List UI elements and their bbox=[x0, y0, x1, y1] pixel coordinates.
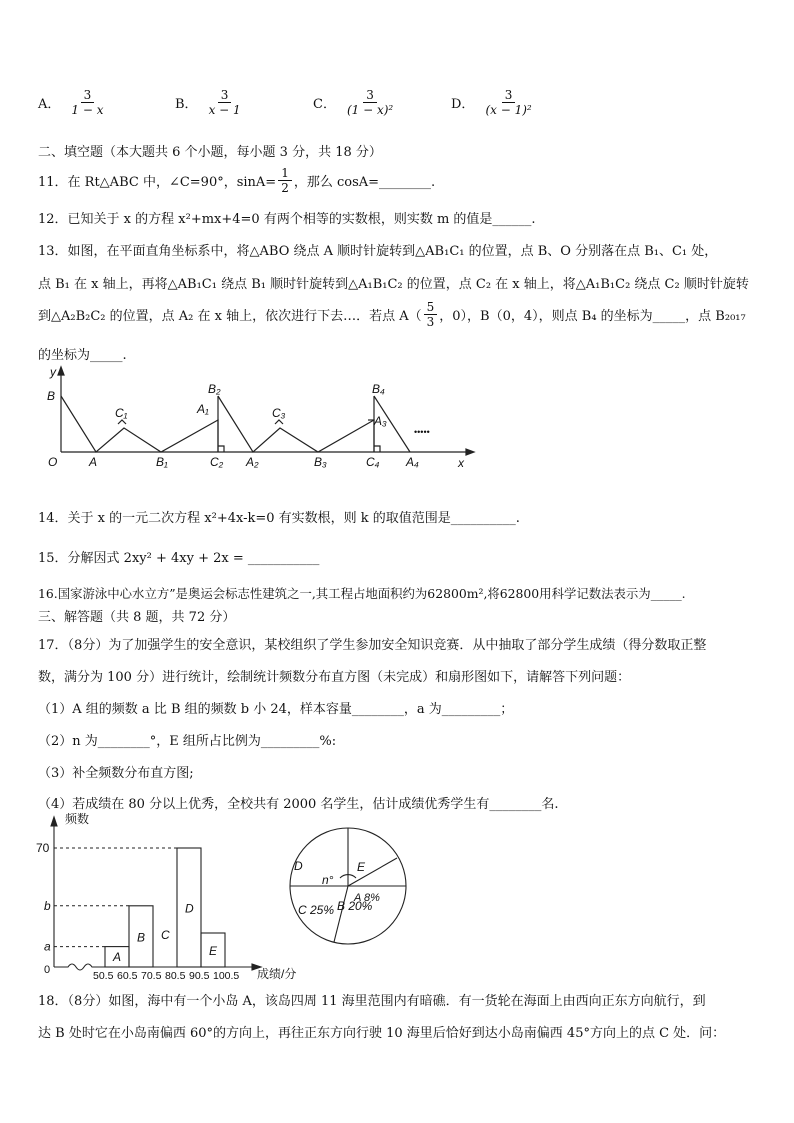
histogram-chart bbox=[30, 812, 320, 984]
histogram-x-tick-label: 90.5 bbox=[189, 970, 210, 982]
q13-line4: 的坐标为_____. bbox=[38, 348, 127, 363]
label-b3: B₃ bbox=[314, 455, 327, 469]
numerator: 3 bbox=[218, 88, 232, 103]
histogram-bar-label: C bbox=[161, 928, 170, 942]
path-segment-2 bbox=[218, 396, 374, 452]
q10-option-b bbox=[175, 88, 246, 117]
denominator: x − 1 bbox=[208, 103, 241, 117]
q13-line1: 13．如图，在平面直角坐标系中，将△ABO 绕点 A 顺时针旋转到△AB₁C₁ 的位置，点 B、O 分别落在点 B₁、C₁ 处， bbox=[38, 244, 718, 259]
histogram-bar-label: A bbox=[113, 950, 122, 964]
y-axis-arrow-icon bbox=[58, 367, 64, 375]
pie-chart bbox=[282, 820, 414, 952]
q12: 12．已知关于 x 的方程 x²+mx+4=0 有两个相等的实数根，则实数 m 的值是______. bbox=[38, 212, 536, 227]
q17-sub1: （1）A 组的频数 a 比 B 组的频数 b 小 24，样本容量________，a 为_________； bbox=[38, 702, 514, 717]
q13-line3 bbox=[38, 300, 746, 329]
option-fraction bbox=[482, 88, 534, 117]
q18-line1: 18．（8分）如图，海中有一个小岛 A，该岛四周 11 海里范围内有暗礁．有一货轮在海面上由西向正东方向航行，到 bbox=[38, 994, 706, 1009]
pie-label-a: A 8% bbox=[354, 892, 380, 904]
q17-line1: 17．（8分）为了加强学生的安全意识，某校组织了学生参加安全知识竞赛．从中抽取了部分学生成绩（得分数取正整 bbox=[38, 638, 707, 653]
x-axis-arrow-icon bbox=[466, 449, 474, 455]
right-angle-mark bbox=[374, 446, 380, 452]
histogram-y-label: 频数 bbox=[65, 812, 90, 826]
q13-figure bbox=[38, 365, 478, 475]
q17-line2: 数，满分为 100 分）进行统计，绘制统计频数分布直方图（未完成）和扇形图如下，请解答下列问题： bbox=[38, 670, 631, 685]
histogram-x-tick-label: 100.5 bbox=[213, 970, 240, 982]
label-x: x bbox=[458, 456, 464, 470]
histogram-bar-label: D bbox=[185, 901, 194, 916]
q17-sub2: （2）n 为________°，E 组所占比例为_________%: bbox=[38, 734, 337, 749]
label-a3: A₃ bbox=[374, 414, 387, 428]
histogram-y-tick-label: b bbox=[44, 898, 51, 913]
histogram-x-tick-label: 80.5 bbox=[165, 970, 186, 982]
q10-option-a bbox=[38, 88, 108, 117]
q10-option-d bbox=[451, 88, 537, 117]
histogram-x-tick-label: 60.5 bbox=[117, 970, 138, 982]
histogram-origin-label: 0 bbox=[44, 964, 51, 976]
label-c1: C₁ bbox=[115, 406, 128, 420]
q11-pre: 11．在 Rt△ABC 中，∠C=90°，sinA= bbox=[38, 175, 277, 190]
q11-post: ，那么 cosA=________. bbox=[293, 175, 436, 190]
label-a1: A₁ bbox=[197, 402, 209, 416]
option-label: B． bbox=[175, 97, 198, 112]
numerator: 3 bbox=[502, 88, 516, 103]
label-b2: B₂ bbox=[208, 382, 221, 396]
q13-line3-post: ，0），B（0，4），则点 B₄ 的坐标为_____，点 B₂₀₁₇ bbox=[439, 309, 746, 324]
option-fraction bbox=[68, 88, 106, 117]
label-a: A bbox=[89, 455, 98, 469]
q15: 15．分解因式 2xy² + 4xy + 2x = ___________ bbox=[38, 551, 320, 566]
histogram-x-tick-label: 70.5 bbox=[141, 970, 162, 982]
pie-angle-label: n° bbox=[322, 873, 334, 887]
label-b4: B₄ bbox=[372, 382, 385, 396]
numerator: 3 bbox=[81, 88, 95, 103]
q11 bbox=[38, 166, 435, 195]
label-c4: C₄ bbox=[366, 455, 380, 469]
histogram-x-label: 成绩/分 bbox=[257, 967, 297, 981]
right-angle-mark bbox=[218, 446, 224, 452]
q13-line3-pre: 到△A₂B₂C₂ 的位置，点 A₂ 在 x 轴上，依次进行下去…．若点 A（ bbox=[38, 309, 422, 324]
numerator: 5 bbox=[424, 300, 438, 315]
histogram-y-tick-label: 70 bbox=[36, 841, 50, 855]
path-segment-1 bbox=[61, 396, 218, 452]
label-c3: C₃ bbox=[272, 406, 286, 420]
pie-divider bbox=[334, 886, 348, 942]
numerator: 1 bbox=[278, 166, 292, 181]
denominator: (x − 1)² bbox=[485, 103, 532, 117]
axis-break-mark bbox=[54, 964, 98, 970]
label-y: y bbox=[50, 365, 56, 379]
right-angle-mark bbox=[118, 420, 126, 424]
option-label: C． bbox=[313, 97, 336, 112]
pie-label-e: E bbox=[357, 860, 366, 874]
denominator: 2 bbox=[281, 181, 289, 195]
label-a4: A₄ bbox=[406, 455, 419, 469]
pie-label-d: D bbox=[294, 859, 303, 873]
label-b1: B₁ bbox=[156, 455, 168, 469]
histogram-y-tick-label: a bbox=[44, 939, 51, 954]
option-label: A． bbox=[38, 97, 61, 112]
q13-line2: 点 B₁ 在 x 轴上，再将△AB₁C₁ 绕点 B₁ 顺时针旋转到△A₁B₁C₂ 的位置，点 C₂ 在 x 轴上，将△A₁B₁C₂ 绕点 C₂ 顺时针旋转 bbox=[38, 277, 749, 292]
denominator: 1 − x bbox=[71, 103, 104, 117]
section2-title: 二、填空题（本大题共 6 个小题，每小题 3 分，共 18 分） bbox=[38, 145, 382, 160]
y-axis-arrow-icon bbox=[51, 817, 57, 826]
q18-line2: 达 B 处时它在小岛南偏西 60°的方向上，再往正东方向行驶 10 海里后恰好到达小岛南偏西 45°方向上的点 C 处．问： bbox=[38, 1026, 726, 1041]
right-angle-mark bbox=[275, 420, 283, 424]
option-fraction bbox=[206, 88, 244, 117]
histogram-bar-label: B bbox=[137, 930, 146, 945]
denominator: 3 bbox=[426, 315, 435, 329]
label-c2: C₂ bbox=[210, 455, 224, 469]
q14: 14．关于 x 的一元二次方程 x²+4x-k=0 有实数根，则 k 的取值范围是__________. bbox=[38, 511, 520, 526]
continuation-dots: ••••• bbox=[414, 427, 430, 437]
histogram-x-tick-label: 50.5 bbox=[93, 970, 114, 982]
denominator: (1 − x)² bbox=[346, 103, 394, 117]
label-o: O bbox=[48, 455, 58, 469]
q16: 16.国家游泳中心水立方”是奥运会标志性建筑之一,其工程占地面积约为62800m²,将62800用科学记数法表示为_____. bbox=[38, 586, 686, 601]
q10-option-c bbox=[313, 88, 398, 117]
q11-fraction bbox=[278, 166, 292, 195]
q13-fraction bbox=[424, 300, 438, 329]
q17-sub3: （3）补全频数分布直方图; bbox=[38, 766, 194, 781]
pie-divider bbox=[348, 858, 397, 886]
q17-sub4: （4）若成绩在 80 分以上优秀，全校共有 2000 名学生，估计成绩优秀学生有________名. bbox=[38, 797, 559, 812]
label-b: B bbox=[47, 389, 56, 403]
pie-label-c: C 25% bbox=[298, 903, 335, 917]
option-label: D． bbox=[451, 97, 475, 112]
option-fraction bbox=[344, 88, 396, 117]
numerator: 3 bbox=[363, 88, 377, 103]
histogram-bar-label: E bbox=[209, 944, 218, 958]
label-a2: A₂ bbox=[246, 455, 259, 469]
pie-label-b: B 20% bbox=[337, 899, 373, 913]
section3-title: 三、解答题（共 8 题，共 72 分） bbox=[38, 610, 236, 625]
